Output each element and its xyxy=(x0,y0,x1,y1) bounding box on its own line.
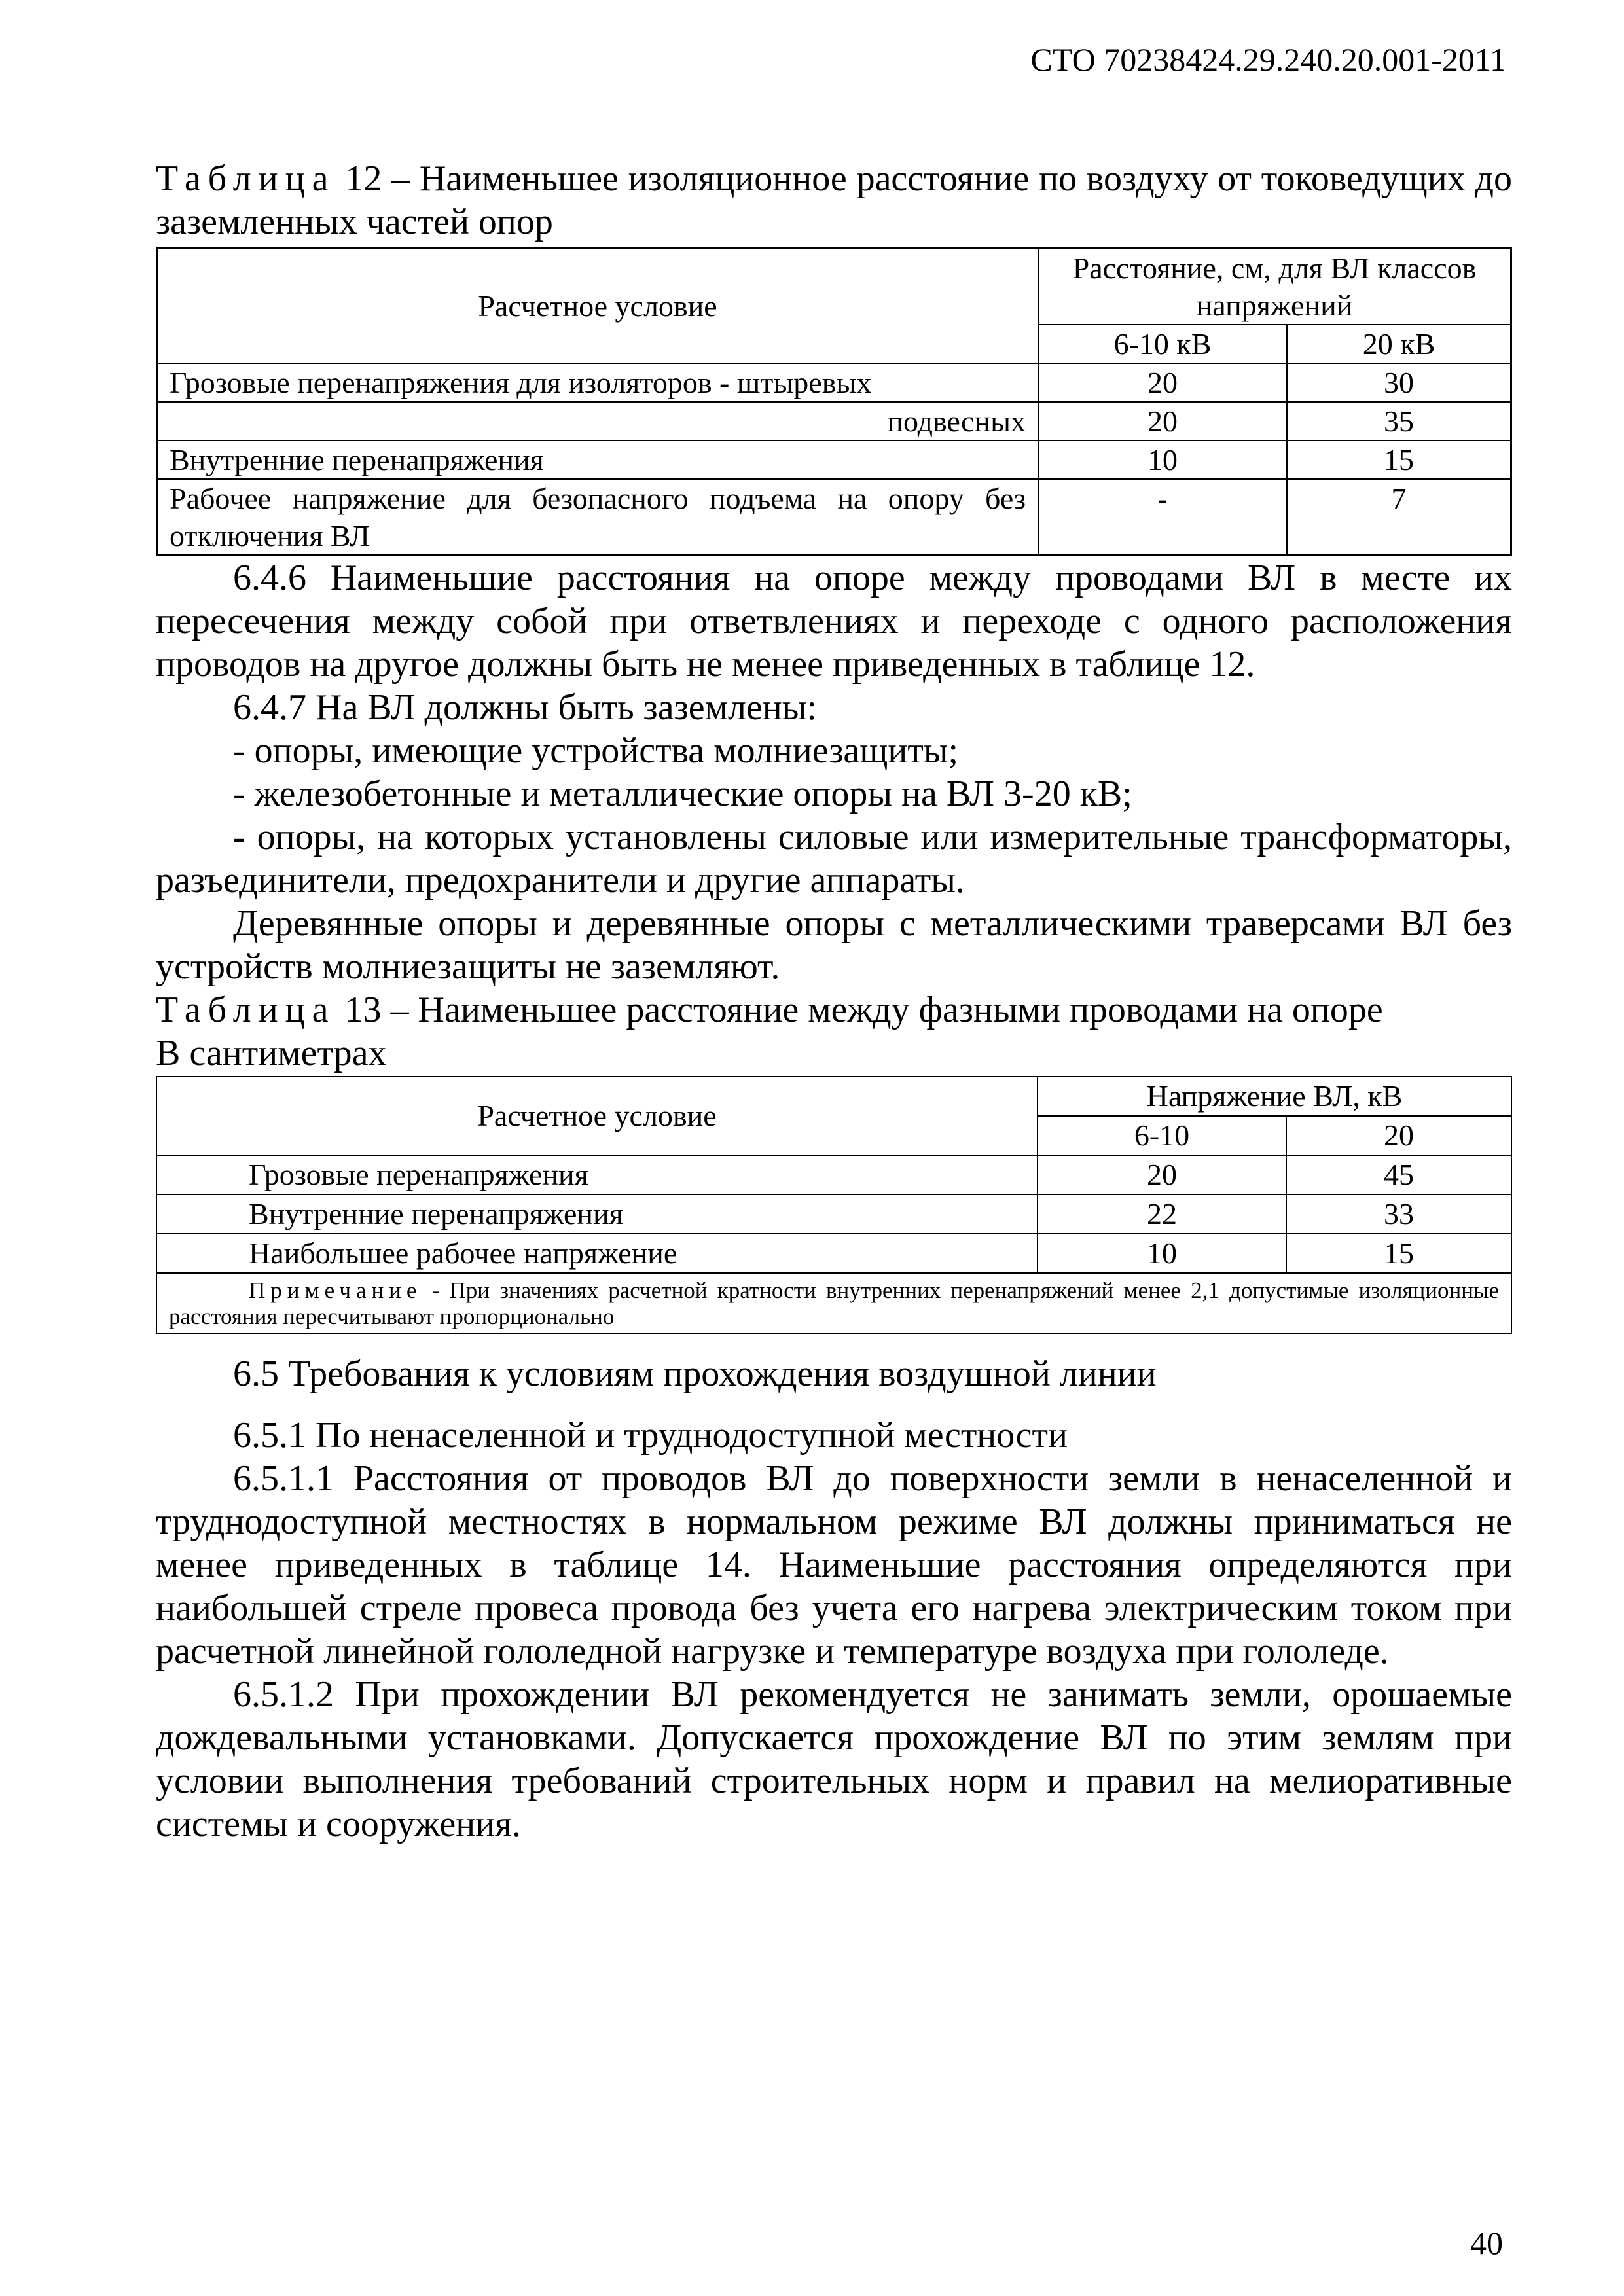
table13-note xyxy=(156,1273,1511,1333)
paragraph-6-5-1-2: 6.5.1.2 При прохождении ВЛ рекомендуется не занимать земли, орошаемые дождевальными установками. Допускается прохождение ВЛ по этим землям при условии выполнения требований строительных норм и правил на мелиоративные системы и сооружения. xyxy=(156,1674,1512,1844)
table12-cell-v1: 10 xyxy=(1038,440,1287,479)
table-row xyxy=(156,1155,1511,1194)
section-6-5-title: 6.5 Требования к условиям прохождения воздушной линии xyxy=(233,1354,1157,1394)
table13-header-voltage: Напряжение ВЛ, кВ xyxy=(1038,1077,1511,1116)
table13-cell-v1: 20 xyxy=(1038,1155,1286,1194)
table-13 xyxy=(156,1076,1512,1334)
page-content xyxy=(156,157,1512,1846)
table13-caption-text: 13 – Наименьшее расстояние между фазными проводами на опоре xyxy=(344,990,1383,1030)
table12-header-distance: Расстояние, см, для ВЛ классов напряжений xyxy=(1038,249,1511,325)
paragraph-wooden-poles: Деревянные опоры и деревянные опоры с металлическими траверсами ВЛ без устройств молниезащиты не заземляют. xyxy=(156,903,1512,987)
table-row xyxy=(156,1234,1511,1273)
table13-cell-v2: 15 xyxy=(1286,1234,1511,1273)
table12-cell-condition: Рабочее напряжение для безопасного подъема на опору без отключения ВЛ xyxy=(157,479,1039,556)
list-item: - опоры, на которых установлены силовые или измерительные трансформаторы, разъединители, предохранители и другие аппараты. xyxy=(156,817,1512,901)
table13-cell-v1: 10 xyxy=(1038,1234,1286,1273)
table12-cell-v1: - xyxy=(1038,479,1287,556)
table13-header-v2: 20 xyxy=(1286,1116,1511,1155)
table12-cell-v2: 15 xyxy=(1287,440,1511,479)
table-12 xyxy=(156,247,1512,556)
table13-note-title: Примечание xyxy=(249,1278,422,1303)
table12-caption-text: 12 – Наименьшее изоляционное расстояние по воздуху от токоведущих до заземленных частей опор xyxy=(156,158,1512,242)
paragraph-6-5-1-1: 6.5.1.1 Расстояния от проводов ВЛ до поверхности земли в ненаселенной и труднодоступной местностях в нормальном режиме ВЛ должны приниматься не менее приведенных в таблице 14. Наименьшие расстояния определяются при наибольшей стреле провеса провода без учета его нагрева электрическим током при расчетной линейной гололедной нагрузке и температуре воздуха при гололеде. xyxy=(156,1458,1512,1672)
table12-caption xyxy=(156,157,1512,243)
table12-cell-v1: 20 xyxy=(1038,402,1287,440)
table12-cell-v2: 7 xyxy=(1287,479,1511,556)
table-row xyxy=(157,363,1511,402)
subsection-6-5-1-title: 6.5.1 По ненаселенной и труднодоступной местности xyxy=(233,1415,1068,1456)
paragraph-6-4-7: 6.4.7 На ВЛ должны быть заземлены: xyxy=(233,687,817,728)
table13-note-text: - При значениях расчетной кратности внутренних перенапряжений менее 2,1 допустимые изоляционные расстояния пересчитывают пропорционально xyxy=(169,1278,1500,1329)
table13-units: В сантиметрах xyxy=(156,1033,387,1073)
table13-header-condition: Расчетное условие xyxy=(156,1077,1038,1155)
table12-cell-condition: Внутренние перенапряжения xyxy=(157,440,1039,479)
table12-cell-condition: Грозовые перенапряжения для изоляторов - штыревых xyxy=(157,363,1039,402)
table-row xyxy=(157,402,1511,440)
table-row xyxy=(157,479,1511,556)
page-number: 40 xyxy=(1470,2225,1503,2261)
table13-cell-condition: Наибольшее рабочее напряжение xyxy=(156,1234,1038,1273)
table13-caption-word: Таблица xyxy=(156,990,336,1030)
table13-cell-v1: 22 xyxy=(1038,1194,1286,1234)
table13-header-v1: 6-10 xyxy=(1038,1116,1286,1155)
table12-caption-word: Таблица xyxy=(156,158,336,199)
table12-header-v2: 20 кВ xyxy=(1287,325,1511,363)
table12-header-condition: Расчетное условие xyxy=(157,249,1039,364)
document-code: СТО 70238424.29.240.20.001-2011 xyxy=(1030,41,1506,78)
list-item: - опоры, имеющие устройства молниезащиты; xyxy=(233,730,958,771)
table13-cell-condition: Внутренние перенапряжения xyxy=(156,1194,1038,1234)
table12-cell-v2: 30 xyxy=(1287,363,1511,402)
list-item: - железобетонные и металлические опоры на ВЛ 3-20 кВ; xyxy=(233,774,1132,814)
table-row xyxy=(157,440,1511,479)
table13-cell-v2: 45 xyxy=(1286,1155,1511,1194)
table12-cell-v1: 20 xyxy=(1038,363,1287,402)
table-row xyxy=(156,1194,1511,1234)
table12-header-v1: 6-10 кВ xyxy=(1038,325,1287,363)
table12-cell-condition: подвесных xyxy=(157,402,1039,440)
table13-caption xyxy=(156,988,1512,1031)
table12-cell-v2: 35 xyxy=(1287,402,1511,440)
paragraph-6-4-6: 6.4.6 Наименьшие расстояния на опоре между проводами ВЛ в месте их пересечения между собой при ответвлениях и переходе с одного расположения проводов на другое должны быть не менее приведенных в таблице 12. xyxy=(156,558,1512,685)
table13-cell-v2: 33 xyxy=(1286,1194,1511,1234)
table13-cell-condition: Грозовые перенапряжения xyxy=(156,1155,1038,1194)
